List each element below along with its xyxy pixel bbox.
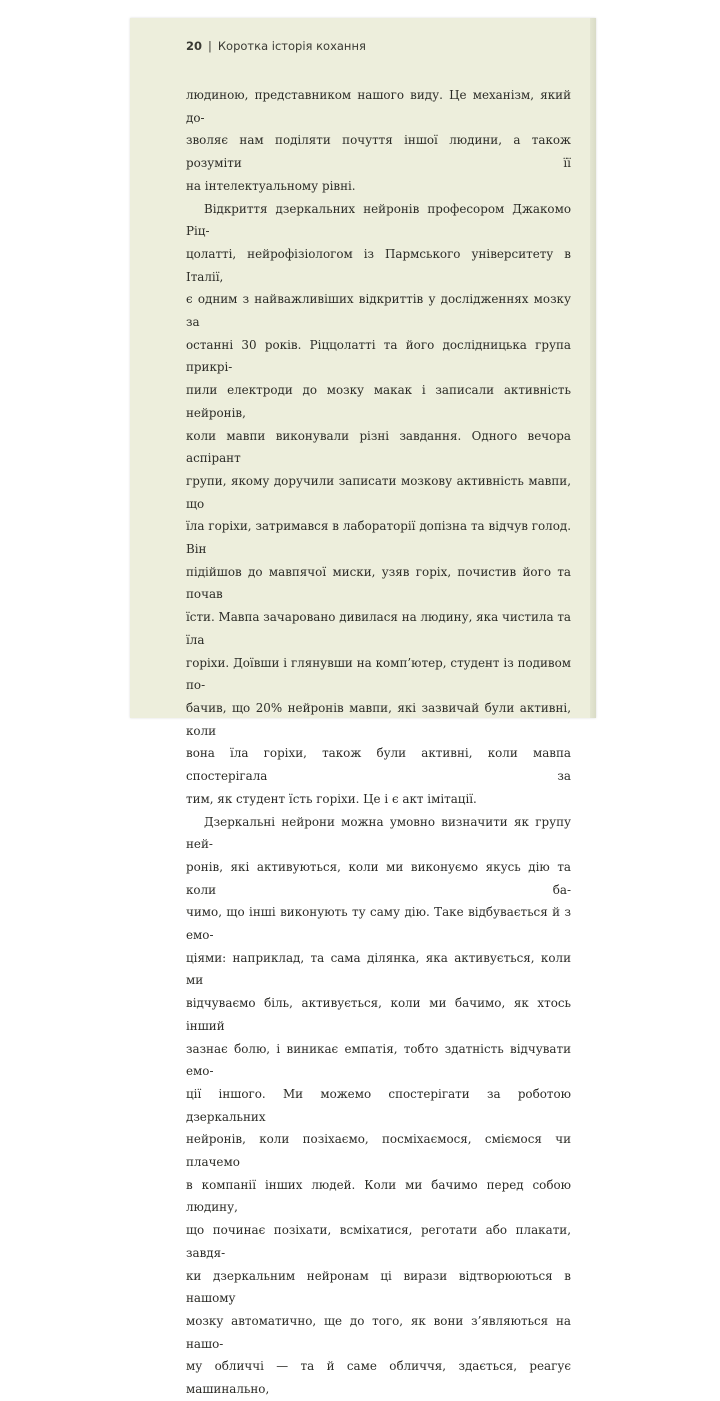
text-line: пили електроди до мозку макак і записали активність нейронів, <box>186 383 571 420</box>
text-line: мозку автоматично, ще до того, як вони з’являються на нашо- <box>186 1313 571 1351</box>
text-line: зволяє нам поділяти почуття іншої людини, а також розуміти її <box>186 133 571 171</box>
text-line: ціями: наприклад, та сама ділянка, яка активується, коли ми <box>186 950 571 988</box>
text-line: що починає позіхати, всміхатися, реготати або плакати, завдя- <box>186 1223 571 1260</box>
paragraph <box>186 198 571 811</box>
text-line: вона їла горіхи, також були активні, коли мавпа спостерігала за <box>186 746 571 784</box>
text-line: бачив, що 20% нейронів мавпи, які зазвичай були активні, коли <box>186 700 571 738</box>
text-line: тим, як студент їсть горіхи. Це і є акт імітації. <box>186 791 477 806</box>
book-title: Коротка історія кохання <box>217 39 366 53</box>
text-line: відчуваємо біль, активується, коли ми бачимо, як хтось інший <box>186 996 571 1033</box>
text-line: зазнає болю, і виникає емпатія, тобто здатність відчувати емо- <box>186 1041 571 1079</box>
text-line: му обличчі — та й саме обличчя, здається, реагує машинально, <box>186 1359 571 1397</box>
text-line: ронів, які активуються, коли ми виконуємо якусь дію та коли ба- <box>186 859 571 897</box>
text-line: цолатті, нейрофізіологом із Пармського університету в Італії, <box>186 246 571 284</box>
page-edge <box>590 18 596 718</box>
text-line: людиною, представником нашого виду. Це механізм, який до- <box>186 88 571 125</box>
text-line: чимо, що інші виконують ту саму дію. Таке відбувається й з емо- <box>186 905 571 943</box>
text-line: є одним з найважливіших відкриттів у дослідженнях мозку за <box>186 292 571 330</box>
header-separator: | <box>208 39 212 53</box>
text-line: їла горіхи, затримався в лабораторії допізна та відчув голод. Він <box>186 519 571 557</box>
text-line: останні 30 років. Ріццолатті та його дослідницька група прикрі- <box>186 337 571 375</box>
paragraph <box>186 84 571 198</box>
text-line: нейронів, коли позіхаємо, посміхаємося, сміємося чи плачемо <box>186 1132 571 1170</box>
text-line: Дзеркальні нейрони можна умовно визначити як групу ней- <box>186 814 571 852</box>
text-line: горіхи. Доївши і глянувши на комп’ютер, студент із подивом по- <box>186 655 571 693</box>
text-line: ції іншого. Ми можемо спостерігати за роботою дзеркальних <box>186 1086 571 1124</box>
text-line: підійшов до мавпячої миски, узяв горіх, почистив його та почав <box>186 564 571 602</box>
body-text <box>186 84 571 1401</box>
text-line: ки дзеркальним нейронам ці вирази відтворюються в нашому <box>186 1268 571 1306</box>
running-head <box>186 39 366 53</box>
text-line: на інтелектуальному рівні. <box>186 178 356 193</box>
text-line: їсти. Мавпа зачаровано дивилася на людину, яка чистила та їла <box>186 610 571 647</box>
text-line: в компанії інших людей. Коли ми бачимо перед собою людину, <box>186 1177 571 1215</box>
text-line: коли мавпи виконували різні завдання. Одного вечора аспірант <box>186 428 571 466</box>
paragraph <box>186 811 571 1401</box>
text-line: групи, якому доручили записати мозкову активність мавпи, що <box>186 473 571 511</box>
text-line: Відкриття дзеркальних нейронів професором Джакомо Ріц- <box>186 201 571 239</box>
book-page <box>130 18 596 1397</box>
page-number: 20 <box>186 39 203 53</box>
